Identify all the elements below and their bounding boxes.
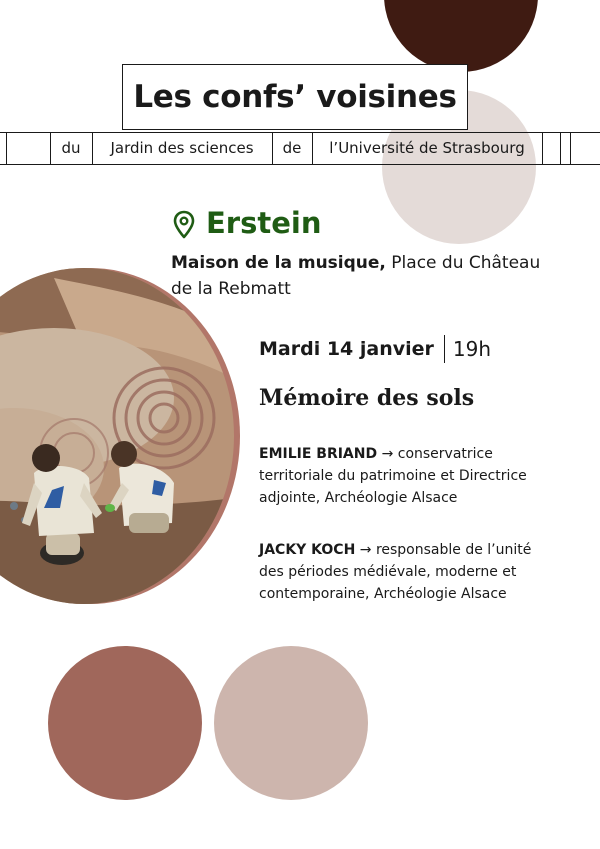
speaker-entry (259, 443, 559, 509)
talk-title: Mémoire des sols (259, 385, 475, 411)
arrow-icon: → (381, 446, 394, 462)
archaeology-photo (0, 268, 234, 604)
band-cell-de: de (282, 139, 302, 157)
city-name: Erstein (206, 206, 322, 240)
event-time: 19h (452, 337, 492, 361)
decorative-circle-pink (214, 646, 368, 800)
date-separator (444, 335, 445, 363)
band-cell-universite: l’Université de Strasbourg (329, 139, 525, 157)
venue-address-line1: Place du Château (391, 253, 541, 273)
date-line (259, 334, 491, 364)
band-cell-du: du (61, 139, 81, 157)
subtitle-band (0, 132, 600, 165)
speaker-name: JACKY KOCH (259, 542, 356, 558)
speaker-entry (259, 539, 559, 605)
speaker-role: responsable de l’unité des périodes médiévale, moderne et contemporaine, Archéologie Alsace (259, 542, 532, 602)
band-cell-jardin: Jardin des sciences (110, 139, 254, 157)
band-divider (570, 132, 571, 165)
decorative-circle-dark (384, 0, 538, 72)
band-divider (542, 132, 543, 165)
speaker-name: EMILIE BRIAND (259, 446, 378, 462)
arrow-icon: → (359, 542, 372, 558)
venue-address-line2: de la Rebmatt (171, 279, 291, 299)
band-divider (6, 132, 7, 165)
venue-name: Maison de la musique, (171, 253, 386, 273)
band-divider (560, 132, 561, 165)
event-date: Mardi 14 janvier (259, 338, 434, 360)
speaker-role: conservatrice territoriale du patrimoine et Directrice adjointe, Archéologie Alsace (259, 446, 527, 506)
map-pin-icon (172, 210, 196, 240)
poster-title (122, 64, 468, 130)
poster-title-text: Les confs’ voisines (133, 79, 457, 115)
decorative-circle-terracotta (48, 646, 202, 800)
